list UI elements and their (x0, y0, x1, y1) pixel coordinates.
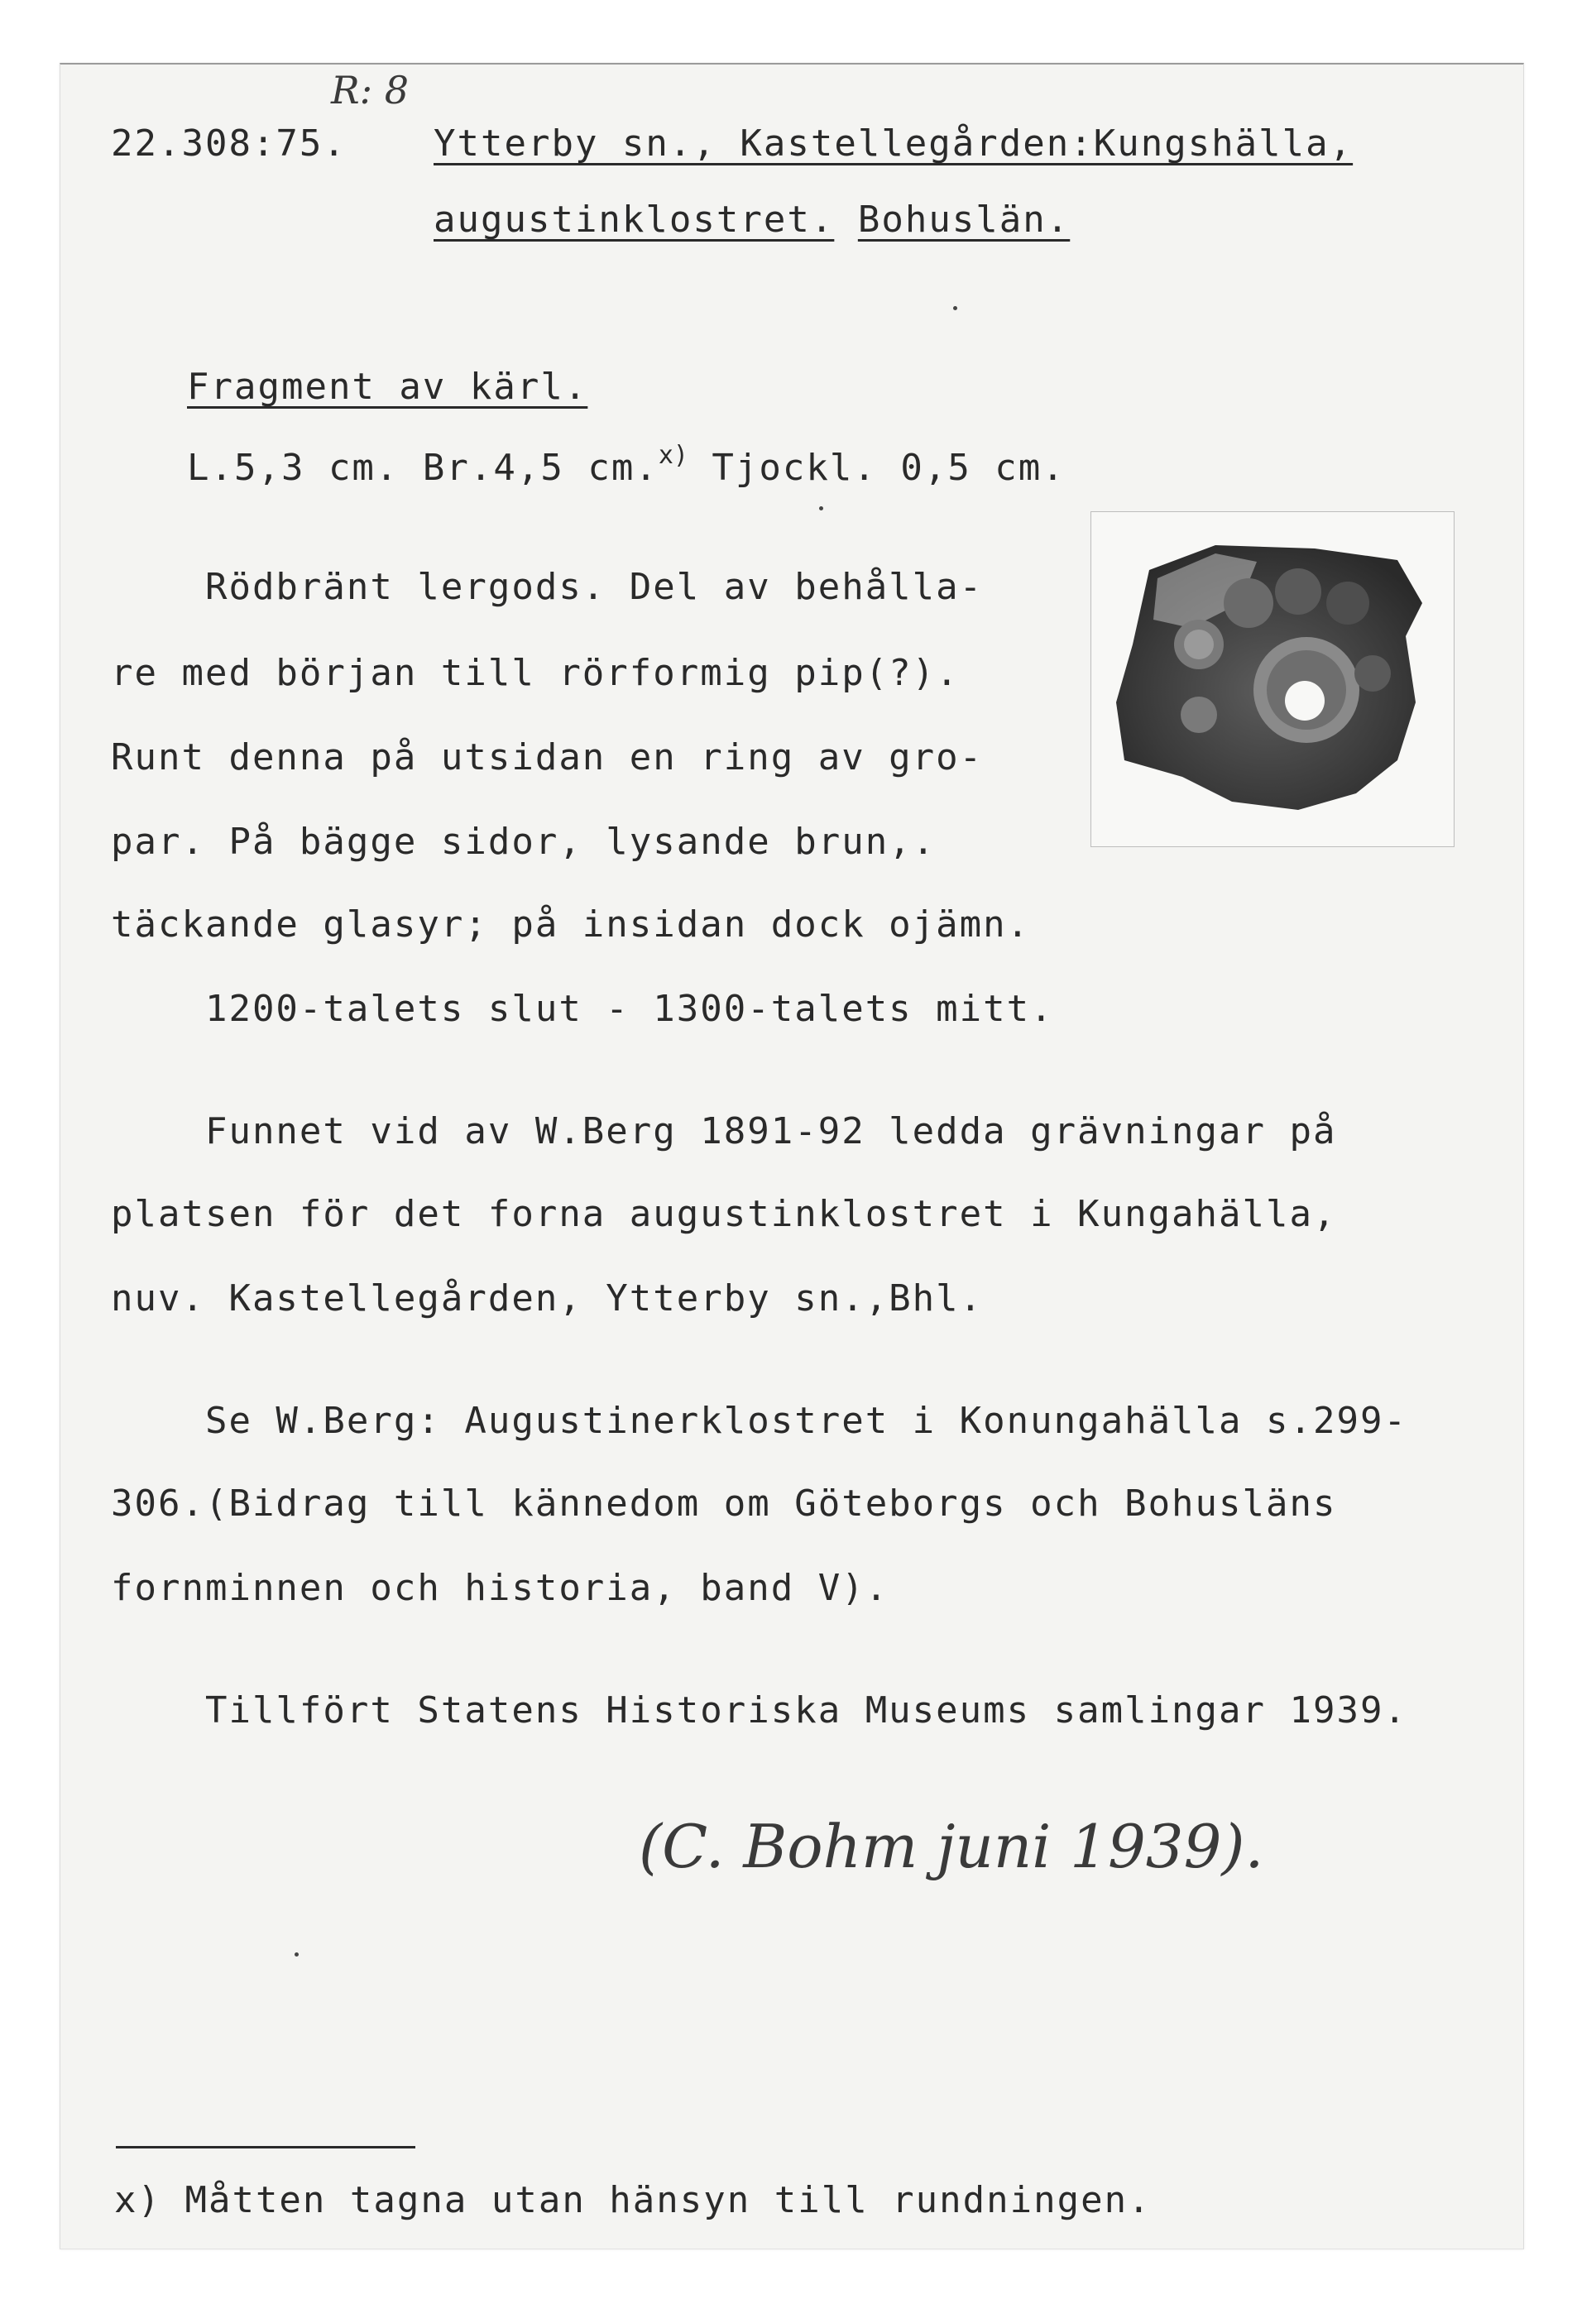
description-line: Rödbränt lergods. Del av behålla- (111, 566, 984, 608)
footnote-text: x) Måtten tagna utan hänsyn till rundningen. (114, 2179, 1152, 2221)
dating-line: 1200-talets slut - 1300-talets mitt. (111, 988, 1054, 1030)
description-line: Runt denna på utsidan en ring av gro- (111, 736, 984, 778)
object-title-text: Fragment av kärl. (187, 366, 588, 408)
paper-speck (819, 506, 823, 510)
fragment-photograph (1090, 511, 1455, 847)
dimensions-length-width: L.5,3 cm. Br.4,5 cm. (187, 447, 659, 489)
object-title (187, 364, 587, 410)
footnote-divider (116, 2146, 415, 2148)
description-line: re med början till rörformig pip(?). (111, 652, 960, 694)
paper-speck (953, 306, 957, 310)
reference-line: 306.(Bidrag till kännedom om Göteborgs och Bohusläns (111, 1483, 1337, 1525)
fragment-photo-image (1091, 512, 1454, 846)
location-province-text: Bohuslän. (857, 199, 1071, 241)
location-parish-text: augustinklostret. (434, 199, 835, 241)
description-line: täckande glasyr; på insidan dock ojämn. (111, 903, 1031, 946)
find-line: Funnet vid av W.Berg 1891-92 ledda grävningar på (111, 1110, 1337, 1152)
dimensions-footnote-mark: x) (658, 441, 688, 470)
location-line-2 (434, 197, 1070, 243)
reference-line: fornminnen och historia, band V). (111, 1567, 889, 1609)
find-line: nuv. Kastellegården, Ytterby sn.,Bhl. (111, 1277, 984, 1320)
paper-speck (295, 1952, 299, 1957)
location-line-1-text: Ytterby sn., Kastellegården:Kungshälla, (434, 122, 1354, 165)
description-line: par. På bägge sidor, lysande brun,. (111, 821, 937, 863)
acquisition-line: Tillfört Statens Historiska Museums samlingar 1939. (111, 1689, 1407, 1732)
dimensions-thickness: Tjockl. 0,5 cm. (688, 447, 1066, 489)
inventory-number: 22.308:75. (111, 122, 347, 165)
object-dimensions (187, 441, 1066, 496)
reference-line: Se W.Berg: Augustinerklostret i Konungahälla s.299- (111, 1400, 1407, 1442)
location-line-1 (434, 121, 1353, 167)
handwritten-signature: (C. Bohm juni 1939). (639, 1812, 1264, 1881)
handwritten-code: R: 8 (331, 68, 410, 113)
find-line: platsen för det forna augustinklostret i Kungahälla, (111, 1193, 1337, 1235)
